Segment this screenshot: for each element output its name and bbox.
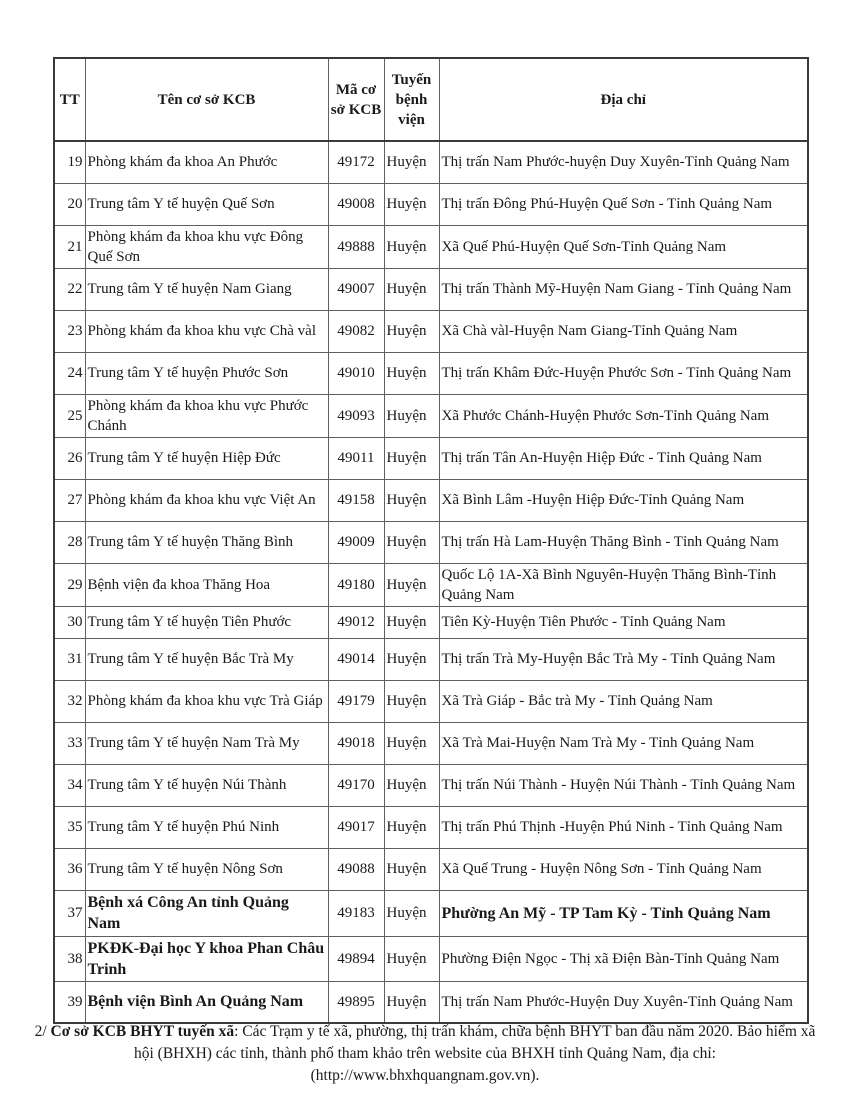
table-row: [54, 936, 808, 981]
cell-name: Trung tâm Y tế huyện Quế Sơn: [85, 183, 328, 225]
cell-tt: 35: [54, 806, 85, 848]
cell-address: Thị trấn Khâm Đức-Huyện Phước Sơn - Tỉnh Quảng Nam: [439, 352, 808, 394]
cell-address: Thị trấn Đông Phú-Huyện Quế Sơn - Tỉnh Quảng Nam: [439, 183, 808, 225]
table-row: [54, 437, 808, 479]
table-row: [54, 848, 808, 890]
cell-tt: 33: [54, 722, 85, 764]
cell-level: Huyện: [384, 268, 439, 310]
table-row: [54, 394, 808, 437]
footnote-prefix: 2/: [34, 1023, 51, 1040]
cell-address: Quốc Lộ 1A-Xã Bình Nguyên-Huyện Thăng Bình-Tỉnh Quảng Nam: [439, 563, 808, 606]
table-body: [54, 141, 808, 1023]
cell-address: Xã Quế Phú-Huyện Quế Sơn-Tỉnh Quảng Nam: [439, 225, 808, 268]
cell-code: 49082: [328, 310, 384, 352]
table-row: [54, 268, 808, 310]
cell-tt: 39: [54, 981, 85, 1023]
cell-address: Phường An Mỹ - TP Tam Kỳ - Tỉnh Quảng Nam: [439, 890, 808, 936]
cell-code: 49018: [328, 722, 384, 764]
cell-address: Thị trấn Nam Phước-huyện Duy Xuyên-Tỉnh Quảng Nam: [439, 141, 808, 183]
table-row: [54, 563, 808, 606]
cell-address: Thị trấn Tân An-Huyện Hiệp Đức - Tỉnh Quảng Nam: [439, 437, 808, 479]
cell-name: Trung tâm Y tế huyện Thăng Bình: [85, 521, 328, 563]
cell-code: 49007: [328, 268, 384, 310]
cell-name: Trung tâm Y tế huyện Phước Sơn: [85, 352, 328, 394]
cell-code: 49014: [328, 638, 384, 680]
cell-level: Huyện: [384, 890, 439, 936]
cell-address: Xã Chà vàl-Huyện Nam Giang-Tỉnh Quảng Nam: [439, 310, 808, 352]
cell-tt: 26: [54, 437, 85, 479]
cell-address: Xã Trà Giáp - Bắc trà My - Tỉnh Quảng Nam: [439, 680, 808, 722]
cell-level: Huyện: [384, 680, 439, 722]
cell-address: Xã Trà Mai-Huyện Nam Trà My - Tỉnh Quảng Nam: [439, 722, 808, 764]
table-row: [54, 225, 808, 268]
col-header-level: Tuyến bệnh viện: [384, 58, 439, 141]
cell-name: Phòng khám đa khoa khu vực Trà Giáp: [85, 680, 328, 722]
cell-address: Thị trấn Núi Thành - Huyện Núi Thành - Tỉnh Quảng Nam: [439, 764, 808, 806]
cell-tt: 20: [54, 183, 85, 225]
table-row: [54, 806, 808, 848]
cell-level: Huyện: [384, 722, 439, 764]
cell-level: Huyện: [384, 183, 439, 225]
cell-code: 49009: [328, 521, 384, 563]
cell-address: Thị trấn Nam Phước-Huyện Duy Xuyên-Tỉnh Quảng Nam: [439, 981, 808, 1023]
footnote: [30, 1021, 820, 1087]
cell-code: 49888: [328, 225, 384, 268]
cell-level: Huyện: [384, 981, 439, 1023]
cell-level: Huyện: [384, 806, 439, 848]
cell-level: Huyện: [384, 521, 439, 563]
cell-tt: 24: [54, 352, 85, 394]
cell-code: 49017: [328, 806, 384, 848]
table-row: [54, 521, 808, 563]
cell-tt: 34: [54, 764, 85, 806]
cell-tt: 32: [54, 680, 85, 722]
cell-address: Xã Bình Lâm -Huyện Hiệp Đức-Tỉnh Quảng Nam: [439, 479, 808, 521]
cell-level: Huyện: [384, 638, 439, 680]
table-header: [54, 58, 808, 141]
table-row: [54, 764, 808, 806]
cell-tt: 31: [54, 638, 85, 680]
col-header-code: Mã cơ sở KCB: [328, 58, 384, 141]
cell-code: 49179: [328, 680, 384, 722]
cell-address: Thị trấn Phú Thịnh -Huyện Phú Ninh - Tỉnh Quảng Nam: [439, 806, 808, 848]
cell-code: 49170: [328, 764, 384, 806]
cell-level: Huyện: [384, 606, 439, 638]
col-header-name: Tên cơ sở KCB: [85, 58, 328, 141]
cell-name: Phòng khám đa khoa khu vực Chà vàl: [85, 310, 328, 352]
cell-tt: 21: [54, 225, 85, 268]
table-row: [54, 890, 808, 936]
cell-level: Huyện: [384, 437, 439, 479]
table-row: [54, 638, 808, 680]
table-row: [54, 680, 808, 722]
cell-name: Trung tâm Y tế huyện Nông Sơn: [85, 848, 328, 890]
cell-name: Trung tâm Y tế huyện Bắc Trà My: [85, 638, 328, 680]
cell-code: 49088: [328, 848, 384, 890]
cell-code: 49183: [328, 890, 384, 936]
cell-name: Trung tâm Y tế huyện Nam Giang: [85, 268, 328, 310]
table-row: [54, 310, 808, 352]
cell-tt: 28: [54, 521, 85, 563]
cell-name: Phòng khám đa khoa khu vực Phước Chánh: [85, 394, 328, 437]
table-row: [54, 183, 808, 225]
cell-name: Bệnh viện đa khoa Thăng Hoa: [85, 563, 328, 606]
cell-address: Phường Điện Ngọc - Thị xã Điện Bàn-Tỉnh Quảng Nam: [439, 936, 808, 981]
cell-tt: 19: [54, 141, 85, 183]
cell-address: Xã Quế Trung - Huyện Nông Sơn - Tỉnh Quảng Nam: [439, 848, 808, 890]
col-header-address: Địa chỉ: [439, 58, 808, 141]
cell-name: Bệnh xá Công An tỉnh Quảng Nam: [85, 890, 328, 936]
table-row: [54, 606, 808, 638]
cell-code: 49172: [328, 141, 384, 183]
cell-name: Phòng khám đa khoa An Phước: [85, 141, 328, 183]
cell-level: Huyện: [384, 225, 439, 268]
cell-code: 49011: [328, 437, 384, 479]
cell-tt: 38: [54, 936, 85, 981]
cell-level: Huyện: [384, 764, 439, 806]
cell-code: 49895: [328, 981, 384, 1023]
table-row: [54, 479, 808, 521]
table-row: [54, 981, 808, 1023]
cell-level: Huyện: [384, 352, 439, 394]
footnote-text: : Các Trạm y tế xã, phường, thị trấn khám, chữa bệnh BHYT ban đầu năm 2020. Bảo hiểm xã hội (BHXH) các tỉnh, thành phố tham khảo trên website của BHXH tỉnh Quảng Nam, địa chỉ: (http://www.bhxhquangnam.gov.vn).: [134, 1023, 816, 1084]
cell-address: Thị trấn Hà Lam-Huyện Thăng Bình - Tỉnh Quảng Nam: [439, 521, 808, 563]
cell-name: Phòng khám đa khoa khu vực Đông Quế Sơn: [85, 225, 328, 268]
cell-level: Huyện: [384, 936, 439, 981]
cell-level: Huyện: [384, 310, 439, 352]
table-row: [54, 352, 808, 394]
cell-name: Trung tâm Y tế huyện Nam Trà My: [85, 722, 328, 764]
cell-name: Trung tâm Y tế huyện Tiên Phước: [85, 606, 328, 638]
cell-code: 49180: [328, 563, 384, 606]
cell-code: 49012: [328, 606, 384, 638]
cell-name: Trung tâm Y tế huyện Hiệp Đức: [85, 437, 328, 479]
cell-code: 49010: [328, 352, 384, 394]
footnote-bold-label: Cơ sở KCB BHYT tuyến xã: [50, 1023, 235, 1040]
cell-code: 49093: [328, 394, 384, 437]
table-row: [54, 722, 808, 764]
cell-tt: 25: [54, 394, 85, 437]
cell-level: Huyện: [384, 479, 439, 521]
col-header-tt: TT: [54, 58, 85, 141]
cell-address: Thị trấn Thành Mỹ-Huyện Nam Giang - Tỉnh Quảng Nam: [439, 268, 808, 310]
cell-address: Thị trấn Trà My-Huyện Bắc Trà My - Tỉnh Quảng Nam: [439, 638, 808, 680]
cell-tt: 22: [54, 268, 85, 310]
kcb-facilities-table: [53, 57, 809, 1024]
cell-level: Huyện: [384, 141, 439, 183]
cell-code: 49158: [328, 479, 384, 521]
cell-level: Huyện: [384, 563, 439, 606]
cell-level: Huyện: [384, 394, 439, 437]
cell-name: Trung tâm Y tế huyện Phú Ninh: [85, 806, 328, 848]
cell-name: Trung tâm Y tế huyện Núi Thành: [85, 764, 328, 806]
table-row: [54, 141, 808, 183]
cell-level: Huyện: [384, 848, 439, 890]
cell-address: Tiên Kỳ-Huyện Tiên Phước - Tỉnh Quảng Nam: [439, 606, 808, 638]
cell-name: PKĐK-Đại học Y khoa Phan Châu Trinh: [85, 936, 328, 981]
cell-tt: 37: [54, 890, 85, 936]
header-row: [54, 58, 808, 141]
cell-tt: 29: [54, 563, 85, 606]
cell-tt: 30: [54, 606, 85, 638]
cell-address: Xã Phước Chánh-Huyện Phước Sơn-Tỉnh Quảng Nam: [439, 394, 808, 437]
cell-tt: 36: [54, 848, 85, 890]
cell-code: 49008: [328, 183, 384, 225]
cell-name: Bệnh viện Bình An Quảng Nam: [85, 981, 328, 1023]
cell-tt: 27: [54, 479, 85, 521]
cell-name: Phòng khám đa khoa khu vực Việt An: [85, 479, 328, 521]
cell-tt: 23: [54, 310, 85, 352]
cell-code: 49894: [328, 936, 384, 981]
